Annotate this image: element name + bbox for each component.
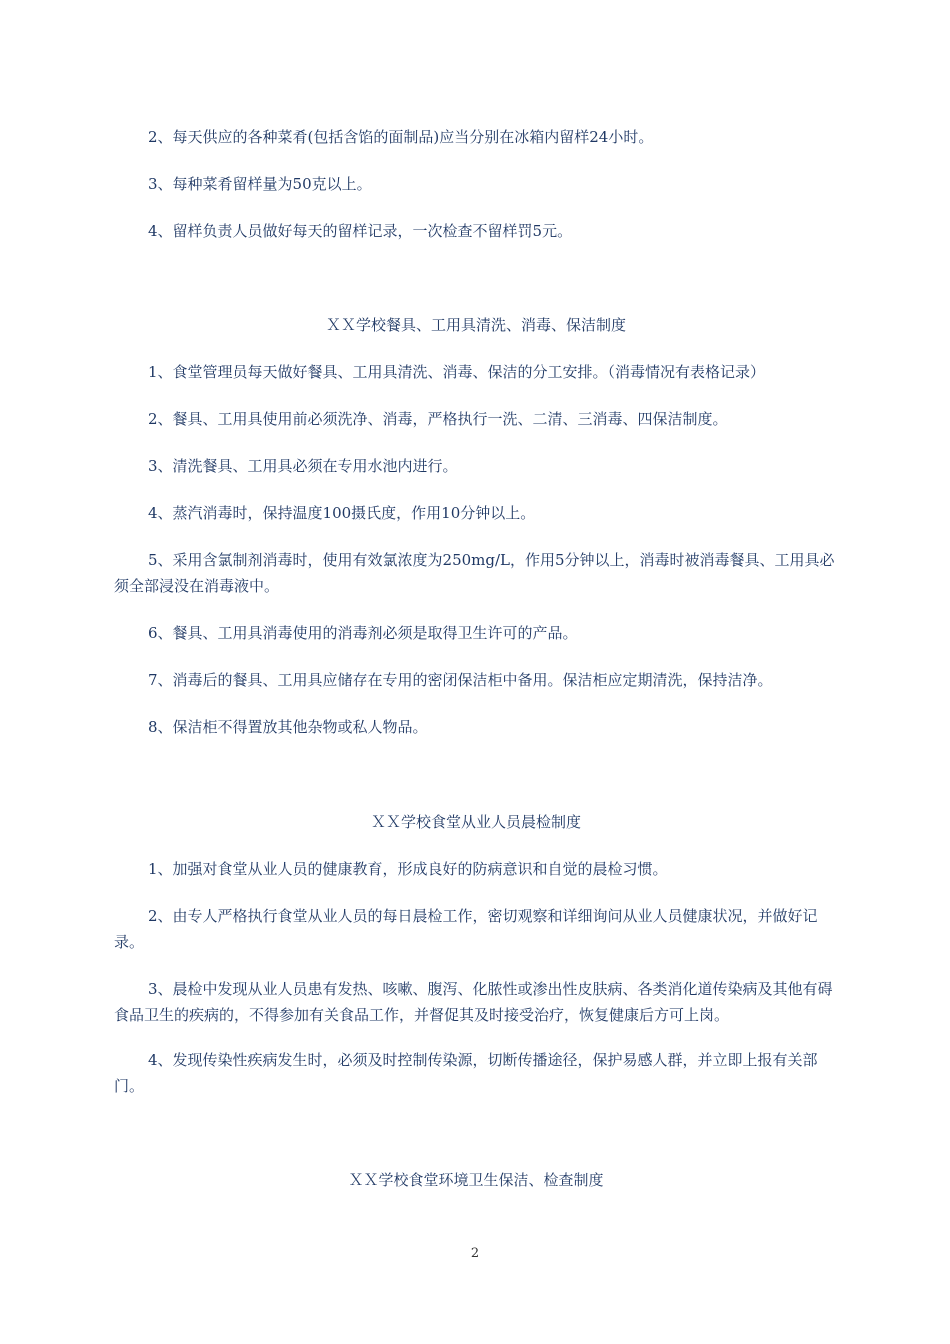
utensil-section-title: ＸＸ学校餐具、工用具清洗、消毒、保洁制度: [325, 316, 626, 334]
utensil-item-6: 6、餐具、工用具消毒使用的消毒剂必须是取得卫生许可的产品。: [148, 624, 578, 642]
utensil-item-7: 7、消毒后的餐具、工用具应储存在专用的密闭保洁柜中备用。保洁柜应定期清洗，保持洁净。: [148, 671, 773, 689]
sample-item-3: 3、每种菜肴留样量为50克以上。: [148, 175, 372, 193]
utensil-item-2: 2、餐具、工用具使用前必须洗净、消毒，严格执行一洗、二清、三消毒、四保洁制度。: [148, 410, 728, 428]
page-number: 2: [470, 1246, 480, 1261]
utensil-item-8: 8、保洁柜不得置放其他杂物或私人物品。: [148, 718, 428, 736]
utensil-item-1: 1、食堂管理员每天做好餐具、工用具清洗、消毒、保洁的分工安排。（消毒情况有表格记录）: [148, 363, 766, 381]
utensil-item-4: 4、蒸汽消毒时，保持温度100摄氏度，作用10分钟以上。: [148, 504, 536, 522]
morning-check-item-2: 2、由专人严格执行食堂从业人员的每日晨检工作，密切观察和详细询问从业人员健康状况，并做好记录。: [114, 907, 818, 951]
environment-section-title: ＸＸ学校食堂环境卫生保洁、检查制度: [348, 1171, 604, 1189]
sample-item-2: 2、每天供应的各种菜肴(包括含馅的面制品)应当分别在冰箱内留样24小时。: [148, 128, 654, 146]
morning-check-item-3: 3、晨检中发现从业人员患有发热、咳嗽、腹泻、化脓性或渗出性皮肤病、各类消化道传染病及其他有碍食品卫生的疾病的，不得参加有关食品工作，并督促其及时接受治疗，恢复健康后方可上岗。: [114, 980, 833, 1024]
utensil-item-3: 3、清洗餐具、工用具必须在专用水池内进行。: [148, 457, 458, 475]
morning-check-item-4: 4、发现传染性疾病发生时，必须及时控制传染源，切断传播途径，保护易感人群，并立即上报有关部门。: [114, 1051, 818, 1095]
morning-check-item-1: 1、加强对食堂从业人员的健康教育，形成良好的防病意识和自觉的晨检习惯。: [148, 860, 668, 878]
morning-check-section-title: ＸＸ学校食堂从业人员晨检制度: [370, 813, 581, 831]
utensil-item-5: 5、采用含氯制剂消毒时，使用有效氯浓度为250mg/L，作用5分钟以上，消毒时被消毒餐具、工用具必须全部浸没在消毒液中。: [114, 551, 835, 595]
sample-item-4: 4、留样负责人员做好每天的留样记录，一次检查不留样罚5元。: [148, 222, 573, 240]
